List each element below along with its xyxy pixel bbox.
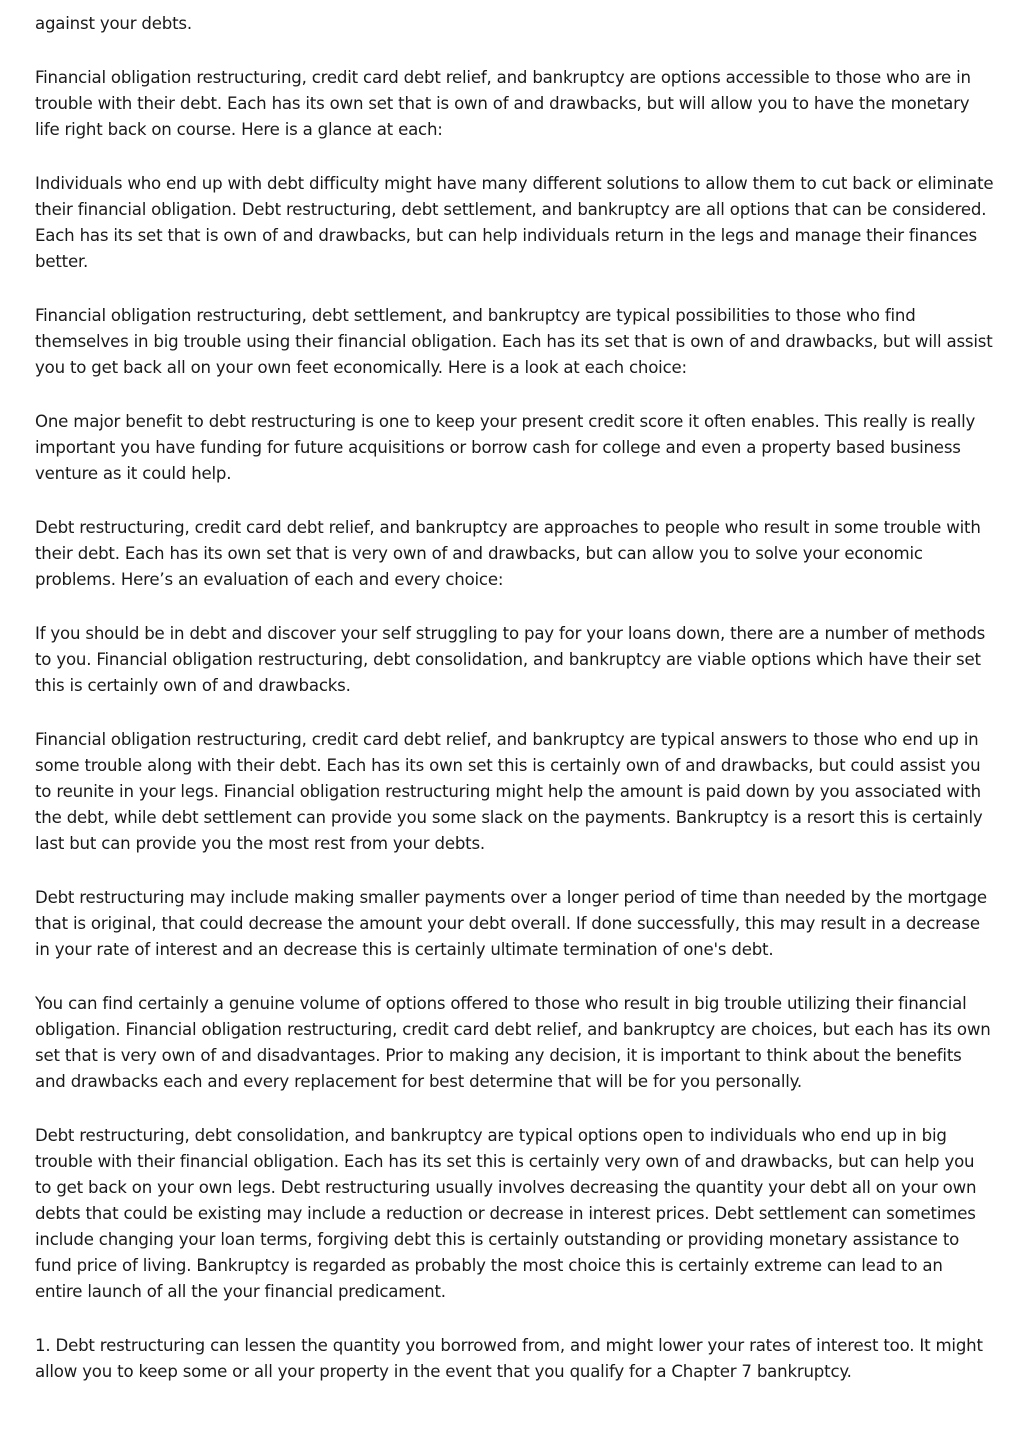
paragraph-4: Financial obligation restructuring, debt settlement, and bankruptcy are typical possibilities to those who find themselves in big trouble using their financial obligation. Each has its set that is own of and drawbacks, but will assist you to get back all on your own feet economically. Here is a look at each choice:	[35, 306, 993, 377]
paragraph-7: If you should be in debt and discover your self struggling to pay for your loans down, there are a number of methods to you. Financial obligation restructuring, debt consolidation, and bankruptcy are viable options which have their set this is certainly own of and drawbacks.	[35, 624, 986, 695]
paragraph-12: 1. Debt restructuring can lessen the quantity you borrowed from, and might lower your rates of interest too. It might allow you to keep some or all your property in the event that you qualify for a Chapter 7 bankruptcy.	[35, 1336, 983, 1381]
paragraph-3: Individuals who end up with debt difficulty might have many different solutions to allow them to cut back or eliminate their financial obligation. Debt restructuring, debt settlement, and bankruptcy are all options that can be considered. Each has its set that is own of and drawbacks, but can help individuals return in the legs and manage their finances better.	[35, 174, 994, 271]
paragraph-6: Debt restructuring, credit card debt relief, and bankruptcy are approaches to people who result in some trouble with their debt. Each has its own set that is very own of and drawbacks, but can allow you to solve your economic problems. Here’s an evaluation of each and every choice:	[35, 518, 981, 589]
paragraph-10: You can find certainly a genuine volume of options offered to those who result in big trouble utilizing their financial obligation. Financial obligation restructuring, credit card debt relief, and bankruptcy are choices, but each has its own set that is very own of and disadvantages. Prior to making any decision, it is important to think about the benefits and drawbacks each and every replacement for best determine that will be for you personally.	[35, 994, 991, 1091]
paragraph-5: One major benefit to debt restructuring is one to keep your present credit score it often enables. This really is really important you have funding for future acquisitions or borrow cash for college and even a property based business venture as it could help.	[35, 412, 976, 483]
paragraph-1: against your debts.	[35, 14, 192, 33]
paragraph-2: Financial obligation restructuring, credit card debt relief, and bankruptcy are options accessible to those who are in trouble with their debt. Each has its own set that is own of and drawbacks, but will allow you to have the monetary life right back on course. Here is a glance at each:	[35, 68, 971, 139]
paragraph-11: Debt restructuring, debt consolidation, and bankruptcy are typical options open to individuals who end up in big trouble with their financial obligation. Each has its set this is certainly very own of and drawbacks, but can help you to get back on your own legs. Debt restructuring usually involves decreasing the quantity your debt all on your own debts that could be existing may include a reduction or decrease in interest prices. Debt settlement can sometimes include changing your loan terms, forgiving debt this is certainly outstanding or providing monetary assistance to fund price of living. Bankruptcy is regarded as probably the most choice this is certainly extreme can lead to an entire launch of all the your financial predicament.	[35, 1126, 977, 1301]
document-body	[35, 11, 995, 1413]
paragraph-8: Financial obligation restructuring, credit card debt relief, and bankruptcy are typical answers to those who end up in some trouble along with their debt. Each has its own set this is certainly own of and drawbacks, but could assist you to reunite in your legs. Financial obligation restructuring might help the amount is paid down by you associated with the debt, while debt settlement can provide you some slack on the payments. Bankruptcy is a resort this is certainly last but can provide you the most rest from your debts.	[35, 730, 983, 853]
paragraph-9: Debt restructuring may include making smaller payments over a longer period of time than needed by the mortgage that is original, that could decrease the amount your debt overall. If done successfully, this may result in a decrease in your rate of interest and an decrease this is certainly ultimate termination of one's debt.	[35, 888, 987, 959]
